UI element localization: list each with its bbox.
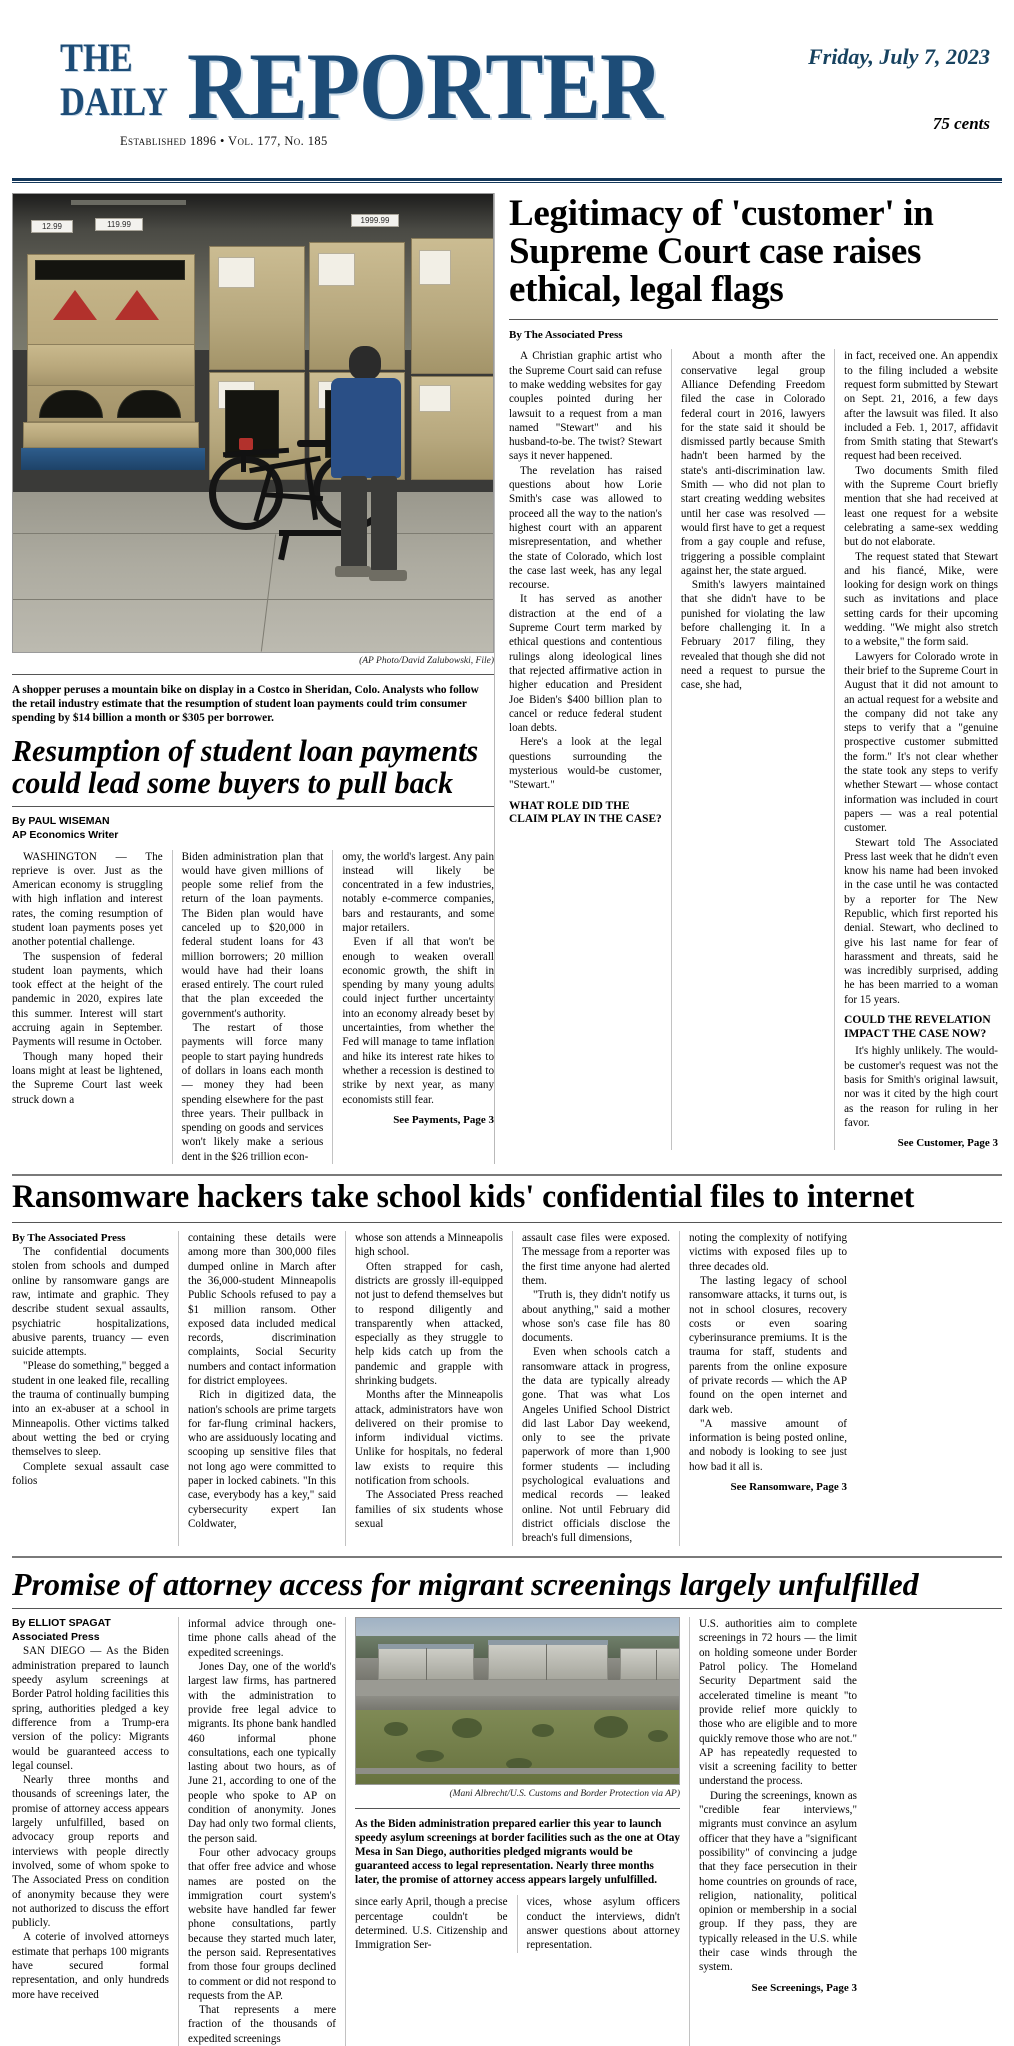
loans-headline-divider xyxy=(12,806,494,807)
masthead xyxy=(12,0,1002,178)
price-tag-value: 119.99 xyxy=(107,220,131,229)
paragraph: The suspension of federal student loan payments, which took effect at the height of the pandemic in 2020, expires late this summer. Interest will start accruing again in September. Payments will resume in October. xyxy=(12,950,163,1049)
price-tag-value: 1999.99 xyxy=(360,216,390,225)
paragraph: The confidential documents stolen from schools and dumped online by ransomware gangs are raw, intimate and graphic. They describe student sexual assaults, psychiatric hospitalizations, abusive parents, truancy — even suicide attempts. xyxy=(12,1246,169,1359)
paragraph: Rich in digitized data, the nation's schools are prime targets for far-flung criminal hackers, who are assiduously locating and scooping up sensitive files that not long ago were committed to paper in locked cabinets. "In this case, everybody has a key," said cybersecurity expert Ian Coldwater, xyxy=(188,1389,336,1530)
paragraph: Often strapped for cash, districts are grossly ill-equipped not just to defend themselves but to respond diligently and transparently when attacked, especially as they struggle to help kids catch up from the pandemic and grapple with shrinking budgets. xyxy=(355,1260,503,1387)
price-tag-value: 12.99 xyxy=(41,222,63,231)
loans-byline xyxy=(12,815,494,842)
ransomware-column-5 xyxy=(680,1231,847,1546)
ransomware-byline: By The Associated Press xyxy=(12,1232,126,1245)
masthead-meta xyxy=(650,44,990,134)
ransomware-body-columns xyxy=(12,1231,1002,1546)
lead-photo-and-loans-story xyxy=(12,193,494,1164)
issue-date: Friday, July 7, 2023 xyxy=(808,44,990,69)
paragraph: "Truth is, they didn't notify us about anything," said a mother whose son's case file has 80 documents. xyxy=(522,1289,670,1345)
ransomware-section-divider xyxy=(12,1174,1002,1176)
paragraph: Two documents Smith filed with the Supreme Court briefly mention that she had received at least one request for a website celebrating a same-sex wedding but do not elaborate. xyxy=(844,464,998,549)
costco-shopper-photo xyxy=(12,193,494,653)
issue-price: 75 cents xyxy=(932,114,990,133)
paragraph: A coterie of involved attorneys estimate that perhaps 100 migrants have secured formal representation, and only hundreds more have received xyxy=(12,1931,169,2001)
loans-body-columns xyxy=(12,850,494,1165)
paragraph: The request stated that Stewart and his fiancé, Mike, were looking for design work on things such as invitations and place setting cards for their upcoming wedding. "We might also stretch to a website," the form said. xyxy=(844,550,998,649)
caption-divider xyxy=(12,674,494,675)
paragraph: It's highly unlikely. The would-be customer's request was not the basis for Smith's original lawsuit, nor was it cited by the high court as the reason for ruling in her favor. xyxy=(844,1045,998,1129)
otay-mesa-facility-photo xyxy=(355,1617,680,1785)
paragraph: Though many hoped their loans might at least be lightened, the Supreme Court last week struck down a xyxy=(12,1050,163,1106)
headline-ransomware[interactable]: Ransomware hackers take school kids' confidential files to internet xyxy=(12,1179,915,1216)
paragraph: in fact, received one. An appendix to the filing included a website request form submitted by Stewart on Sept. 21, 2016, a few days after the lawsuit was filed. It also included a Feb. 1, 2017, affidavit from Smith stating that Stewart's request had been received. xyxy=(844,350,998,463)
paragraph: omy, the world's largest. Any pain instead will likely be concentrated in a few industries, notably e-commerce companies, bars and restaurants, and some major retailers. xyxy=(342,850,494,934)
paragraph: The lasting legacy of school ransomware attacks, it turns out, is not in school closures, recovery costs or even soaring cyberinsurance premiums. It is the trauma for staff, students and parents from the online exposure of private records — which the AP found on the open internet and dark web. xyxy=(689,1274,847,1416)
ransomware-column-2 xyxy=(179,1231,346,1546)
loans-jump-line[interactable]: See Payments, Page 3 xyxy=(393,1113,494,1126)
lead-photo-caption: A shopper peruses a mountain bike on display in a Costco in Sheridan, Colo. Analysts who follow the retail industry estimate that the resumption of student loan payments could trim consumer spending by $14 billion a month or $305 per borrower. xyxy=(12,684,479,724)
headline-supreme-court[interactable]: Legitimacy of 'customer' in Supreme Court case raises ethical, legal flags xyxy=(509,193,934,311)
lead-photo-credit: (AP Photo/David Zalubowski, File) xyxy=(359,656,494,666)
paragraph: "A massive amount of information is being posted online, and nobody is looking to see just how bad it all is. xyxy=(689,1417,847,1473)
paragraph: Even if all that won't be enough to weaken overall economic growth, the shift in spending by many young adults could inject further uncertainty into an economy already beset by uncertainties, from whether the Fed will manage to tame inflation and hike its interest rate hikes to whether a recession is destined to strike by next year, as many economists still fear. xyxy=(342,936,494,1106)
paragraph: The Associated Press reached families of six students whose sexual xyxy=(355,1489,503,1530)
logo-the: THE xyxy=(60,35,133,80)
scotus-story xyxy=(494,193,998,1164)
paragraph: informal advice through one-time phone calls ahead of the expedited screenings. xyxy=(188,1618,336,1659)
paragraph: Biden administration plan that would have given millions of people some relief from the return of the loan payments. The Biden plan would have canceled up to $20,000 in federal student loans for 43 million borrowers; 20 million would have had their loans erased entirely. The court ruled that the plan exceeded the government's authority. xyxy=(181,850,324,1020)
paragraph: WASHINGTON — The reprieve is over. Just as the American economy is struggling with high inflation and interest rates, the coming resumption of student loan payments poses yet another potential challenge. xyxy=(12,850,163,949)
paragraph: U.S. authorities aim to complete screenings in 72 hours — the limit on holding someone under Border Patrol policy. The Homeland Security Department said the accelerated timeline is meant "to provide relief more quickly to those who are eligible and to more quickly remove those who are not." AP has repeatedly requested to visit a screening facility to better understand the process. xyxy=(699,1618,857,1788)
ransomware-column-3 xyxy=(346,1231,513,1546)
paragraph: noting the complexity of notifying victims with exposed files up to three decades old. xyxy=(689,1232,847,1273)
masthead-divider xyxy=(12,178,1002,183)
paragraph: "Please do something," begged a student in one leaked file, recalling the trauma of continually bumping into an ex-abuser at a school in Minneapolis. Other victims talked about wetting the bed or crying themselves to sleep. xyxy=(12,1360,169,1459)
paragraph: That represents a mere fraction of the thousands of expedited screenings xyxy=(188,2004,336,2045)
paragraph: Complete sexual assault case folios xyxy=(12,1460,169,1487)
scotus-subhead-2: COULD THE REVELATION IMPACT THE CASE NOW? xyxy=(844,1014,991,1040)
paragraph: Months after the Minneapolis attack, administrators have won delivered on their promise to inform individual victims. Unlike for hospitals, no federal law exists to require this notification from schools. xyxy=(355,1389,503,1488)
scotus-column-3 xyxy=(835,349,998,1150)
scotus-jump-line[interactable]: See Customer, Page 3 xyxy=(897,1137,998,1150)
paragraph: whose son attends a Minneapolis high school. xyxy=(355,1232,503,1259)
paragraph: It has served as another distraction at the end of a Supreme Court term marked by ethical questions and contentious rulings along ideological lines that rejected affirmative action in higher education and President Joe Biden's $400 billion plan to cancel or reduce federal student loan debts. xyxy=(509,593,662,735)
migrant-jump-line[interactable]: See Screenings, Page 3 xyxy=(751,1981,857,1994)
migrant-headline-divider xyxy=(12,1608,1002,1609)
migrant-column-3b xyxy=(518,1895,680,1952)
migrant-byline-org: Associated Press xyxy=(12,1630,100,1643)
ransomware-column-1 xyxy=(12,1231,179,1546)
paragraph: A Christian graphic artist who the Supreme Court said can refuse to make wedding websites for gay couples pointed during her lawsuit to a request from a man named "Stewart" and his husband-to-be. The twist? Stewart says it never happened. xyxy=(509,350,662,463)
scotus-subhead-1: WHAT ROLE DID THE CLAIM PLAY IN THE CASE? xyxy=(509,799,662,826)
paragraph: SAN DIEGO — As the Biden administration prepared to launch speedy asylum screenings at Border Patrol holding facilities this spring, authorities pledged a key difference from a Trump-era version of the policy: Migrants would be guaranteed access to legal counsel. xyxy=(12,1645,169,1772)
migrant-column-1 xyxy=(12,1617,179,2046)
headline-migrant-screenings[interactable]: Promise of attorney access for migrant screenings largely unfulfilled xyxy=(12,1565,919,1602)
migrant-column-3a xyxy=(355,1895,518,1952)
paragraph: vices, whose asylum officers conduct the interviews, didn't answer questions about attorney representation. xyxy=(526,1896,680,1952)
paragraph: Even when schools catch a ransomware attack in progress, the data are typically already gone. That was what Los Angeles Unified School District did last Labor Day weekend, only to see the private paperwork of more than 1,900 former students — including psychological evaluations and medical records — leaked online. Not until February did district officials disclose the breach's full dimensions, xyxy=(522,1346,670,1545)
loans-byline-org: AP Economics Writer xyxy=(12,828,119,841)
migrant-column-2 xyxy=(179,1617,346,2046)
scotus-headline-divider xyxy=(509,319,998,320)
migrant-column-4 xyxy=(690,1617,857,2046)
scotus-byline: By The Associated Press xyxy=(509,329,623,342)
ransomware-headline-divider xyxy=(12,1222,1002,1223)
paragraph: assault case files were exposed. The message from a reporter was the first time anyone had alerted them. xyxy=(522,1232,670,1287)
masthead-established-line: Established 1896 • Vol. 177, No. 185 xyxy=(120,134,328,148)
headline-student-loans[interactable]: Resumption of student loan payments could lead some buyers to pull back xyxy=(12,733,479,800)
migrant-caption-divider xyxy=(355,1808,680,1809)
loans-column-1 xyxy=(12,850,173,1165)
price-tag xyxy=(31,220,73,233)
price-tag xyxy=(351,214,399,227)
scotus-column-2 xyxy=(672,349,835,1150)
ransomware-story xyxy=(12,1180,1002,1546)
scotus-body-columns xyxy=(509,349,998,1150)
scotus-column-1 xyxy=(509,349,672,1150)
paragraph: Lawyers for Colorado wrote in their brief to the Supreme Court in August that it did not amount to an actual request for a website and the company did not take any steps to verify that a "genuine prospective customer submitted the form." It's not clear whether the state took any steps to verify whether Stewart — whose contact information was included in court papers — was a real potential customer. xyxy=(844,650,998,835)
paragraph: About a month after the conservative legal group Alliance Defending Freedom filed the case in Colorado federal court in 2016, lawyers for the state said it should be dismissed partly because Smith hadn't been harmed by the state's anti-discrimination law. Smith — who did not plan to start creating wedding websites until her case was resolved — would first have to get a request from a gay couple and refuse, triggering a possible complaint against her, the state argued. xyxy=(680,350,826,577)
migrant-photo-credit: (Mani Albrecht/U.S. Customs and Border Protection via AP) xyxy=(449,1789,680,1800)
price-tag xyxy=(95,218,143,231)
top-section xyxy=(12,193,1002,1164)
loans-column-3 xyxy=(333,850,494,1165)
paragraph: Stewart told The Associated Press last week that he didn't even know his name had been invoked in the case until he was contacted by a reporter for The New Republic, which first reported his denial. Stewart, who declined to give his last name for fear of harassment and threats, said he was incredibly surprised, adding he has been married to a woman for 15 years. xyxy=(844,836,998,1006)
paragraph: The restart of those payments will force many people to start paying hundreds of dollars in loans each month — money they had been spending elsewhere for the past three years. Their pullback in spending on goods and services won't likely make a serious dent in the $26 trillion econ- xyxy=(181,1022,324,1163)
migrant-story xyxy=(12,1565,1002,2046)
ransomware-jump-line[interactable]: See Ransomware, Page 3 xyxy=(730,1481,847,1494)
logo-reporter: REPORTER xyxy=(187,33,663,140)
paragraph: Here's a look at the legal questions surrounding the mysterious would-be customer, "Stewart." xyxy=(509,736,662,792)
migrant-byline xyxy=(12,1617,169,1644)
paragraph: Jones Day, one of the world's largest law firms, has partnered with the administration to provide free legal advice to migrants. Its phone bank handled 460 informal phone consultations, each one typically lasting about two hours, as of June 21, according to one of the people who spoke to AP on condition of anonymity. Jones Day had only two formal clients, the person said. xyxy=(188,1661,336,1845)
paragraph: since early April, though a precise percentage couldn't be determined. U.S. Citizenship and Immigration Ser- xyxy=(355,1896,508,1952)
logo-daily: DAILY xyxy=(60,79,168,124)
loans-column-2 xyxy=(173,850,334,1165)
migrant-photo-column xyxy=(346,1617,690,2046)
loans-byline-name: By PAUL WISEMAN xyxy=(12,815,110,828)
paragraph: Nearly three months and thousands of screenings later, the promise of attorney access appears largely unfulfilled, based on advocacy group reports and interviews with people directly involved, some of whom spoke to The Associated Press on condition of anonymity because they were not authorized to discuss the effort publicly. xyxy=(12,1774,169,1930)
paragraph: containing these details were among more than 300,000 files dumped online in March after the 36,000-student Minneapolis Public Schools refused to pay a $1 million ransom. Other exposed data included medical records, discrimination complaints, Social Security numbers and contact information for district employees. xyxy=(188,1232,336,1387)
paragraph: Four other advocacy groups that offer free advice and whose names are posted on the immigration court system's website have handled far fewer phone consultations, partly because they started much later, the person said. Representatives from those four groups declined to comment or did not respond to requests from the AP. xyxy=(188,1846,336,2002)
migrant-under-photo-columns xyxy=(355,1895,680,1952)
migrant-section-divider xyxy=(12,1556,1002,1558)
paragraph: During the screenings, known as "credible fear interviews," migrants must convince an asylum officer that they have a "significant possibility" of convincing a judge that they face persecution in their home countries on grounds of race, religion, nationality, political opinion or membership in a social group. If they pass, they are typically released in the U.S. while their case winds through the system. xyxy=(699,1789,857,1974)
migrant-byline-name: By ELLIOT SPAGAT xyxy=(12,1617,111,1630)
ransomware-column-4 xyxy=(513,1231,680,1546)
paragraph: Smith's lawyers maintained that she didn't have to be punished for violating the law before challenging it. In a February 2017 filing, they revealed that though she did not need a request to pursue the case, she had, xyxy=(680,579,826,692)
paragraph: The revelation has raised questions about how Lorie Smith's case was allowed to proceed all the way to the nation's highest court with an apparent misrepresentation, and whether the state of Colorado, which lost the case last week, has any legal recourse. xyxy=(509,464,662,592)
migrant-body-columns xyxy=(12,1617,1002,2046)
newspaper-logo[interactable] xyxy=(60,33,663,149)
migrant-photo-caption: As the Biden administration prepared earlier this year to launch speedy asylum screenings at border facilities such as the one at Otay Mesa in San Diego, authorities pledged migrants would be guaranteed access to legal representation. Nearly three months later, the promise of attorney access appears largely unfulfilled. xyxy=(355,1818,680,1887)
